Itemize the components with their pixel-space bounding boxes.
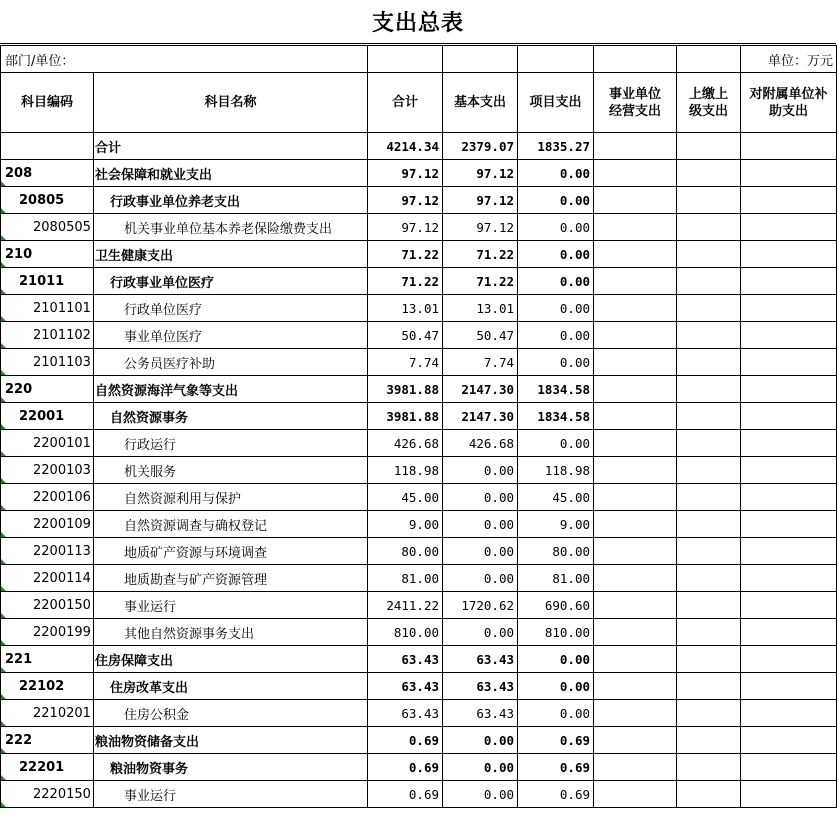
row-project: 0.69 bbox=[518, 727, 594, 754]
row-upper bbox=[677, 295, 741, 322]
header-upper: 上缴上级支出 bbox=[677, 73, 741, 133]
table-row bbox=[1, 430, 837, 457]
row-project: 1834.58 bbox=[518, 376, 594, 403]
row-subsidy bbox=[741, 349, 837, 376]
row-total: 9.00 bbox=[368, 511, 443, 538]
row-code: 2200101 bbox=[1, 430, 94, 457]
row-name: 地质勘查与矿产资源管理 bbox=[94, 565, 368, 592]
row-basic: 0.00 bbox=[443, 619, 518, 646]
row-name: 自然资源调查与确权登记 bbox=[94, 511, 368, 538]
row-total: 45.00 bbox=[368, 484, 443, 511]
row-total: 3981.88 bbox=[368, 403, 443, 430]
row-basic: 0.00 bbox=[443, 484, 518, 511]
row-upper bbox=[677, 484, 741, 511]
row-upper bbox=[677, 619, 741, 646]
table-row bbox=[1, 781, 837, 808]
row-name: 住房改革支出 bbox=[94, 673, 368, 700]
row-code: 208 bbox=[1, 160, 94, 187]
row-code: 2101102 bbox=[1, 322, 94, 349]
table-row bbox=[1, 754, 837, 781]
row-subsidy bbox=[741, 484, 837, 511]
row-total: 50.47 bbox=[368, 322, 443, 349]
row-name: 行政事业单位医疗 bbox=[94, 268, 368, 295]
row-basic: 0.00 bbox=[443, 727, 518, 754]
row-code: 2200199 bbox=[1, 619, 94, 646]
row-business bbox=[594, 646, 677, 673]
row-basic: 2147.30 bbox=[443, 376, 518, 403]
row-name: 自然资源事务 bbox=[94, 403, 368, 430]
row-basic: 0.00 bbox=[443, 538, 518, 565]
row-project: 118.98 bbox=[518, 457, 594, 484]
row-upper bbox=[677, 133, 741, 160]
row-name: 卫生健康支出 bbox=[94, 241, 368, 268]
table-row bbox=[1, 376, 837, 403]
row-subsidy bbox=[741, 619, 837, 646]
row-business bbox=[594, 592, 677, 619]
row-basic: 1720.62 bbox=[443, 592, 518, 619]
row-name: 机关事业单位基本养老保险缴费支出 bbox=[94, 214, 368, 241]
row-upper bbox=[677, 214, 741, 241]
row-name: 粮油物资事务 bbox=[94, 754, 368, 781]
row-upper bbox=[677, 754, 741, 781]
table-row bbox=[1, 268, 837, 295]
row-business bbox=[594, 538, 677, 565]
row-project: 0.00 bbox=[518, 241, 594, 268]
row-upper bbox=[677, 457, 741, 484]
table-row bbox=[1, 538, 837, 565]
table-row bbox=[1, 673, 837, 700]
row-basic: 2147.30 bbox=[443, 403, 518, 430]
row-upper bbox=[677, 268, 741, 295]
row-project: 0.69 bbox=[518, 754, 594, 781]
row-name: 社会保障和就业支出 bbox=[94, 160, 368, 187]
row-basic: 0.00 bbox=[443, 457, 518, 484]
row-subsidy bbox=[741, 457, 837, 484]
row-project: 0.00 bbox=[518, 268, 594, 295]
row-code: 2200113 bbox=[1, 538, 94, 565]
table-row bbox=[1, 457, 837, 484]
unit-label: 单位：万元 bbox=[741, 46, 837, 73]
row-name: 事业运行 bbox=[94, 592, 368, 619]
row-code: 22201 bbox=[1, 754, 94, 781]
row-name: 行政运行 bbox=[94, 430, 368, 457]
row-upper bbox=[677, 187, 741, 214]
row-upper bbox=[677, 160, 741, 187]
row-total: 0.69 bbox=[368, 754, 443, 781]
row-upper bbox=[677, 646, 741, 673]
row-upper bbox=[677, 322, 741, 349]
row-code: 210 bbox=[1, 241, 94, 268]
row-upper bbox=[677, 727, 741, 754]
row-subsidy bbox=[741, 160, 837, 187]
row-code: 2200109 bbox=[1, 511, 94, 538]
row-project: 0.00 bbox=[518, 295, 594, 322]
table-row bbox=[1, 511, 837, 538]
row-basic: 2379.07 bbox=[443, 133, 518, 160]
row-subsidy bbox=[741, 700, 837, 727]
row-basic: 71.22 bbox=[443, 268, 518, 295]
row-name: 住房公积金 bbox=[94, 700, 368, 727]
row-basic: 13.01 bbox=[443, 295, 518, 322]
table-row bbox=[1, 484, 837, 511]
row-project: 0.00 bbox=[518, 430, 594, 457]
row-code: 221 bbox=[1, 646, 94, 673]
table-row bbox=[1, 160, 837, 187]
row-project: 0.00 bbox=[518, 673, 594, 700]
row-subsidy bbox=[741, 322, 837, 349]
row-upper bbox=[677, 538, 741, 565]
row-name: 住房保障支出 bbox=[94, 646, 368, 673]
row-business bbox=[594, 241, 677, 268]
row-total: 71.22 bbox=[368, 241, 443, 268]
row-total: 426.68 bbox=[368, 430, 443, 457]
row-code: 222 bbox=[1, 727, 94, 754]
row-subsidy bbox=[741, 241, 837, 268]
row-business bbox=[594, 565, 677, 592]
header-code: 科目编码 bbox=[1, 73, 94, 133]
row-subsidy bbox=[741, 646, 837, 673]
row-project: 1835.27 bbox=[518, 133, 594, 160]
table-row bbox=[1, 727, 837, 754]
row-total: 80.00 bbox=[368, 538, 443, 565]
row-upper bbox=[677, 430, 741, 457]
row-code: 2200106 bbox=[1, 484, 94, 511]
row-basic: 0.00 bbox=[443, 781, 518, 808]
row-project: 80.00 bbox=[518, 538, 594, 565]
table-row bbox=[1, 349, 837, 376]
row-upper bbox=[677, 241, 741, 268]
table-row bbox=[1, 700, 837, 727]
row-project: 0.00 bbox=[518, 700, 594, 727]
expenditure-table bbox=[0, 45, 837, 808]
row-upper bbox=[677, 700, 741, 727]
row-subsidy bbox=[741, 295, 837, 322]
page-title: 支出总表 bbox=[0, 0, 836, 44]
row-basic: 7.74 bbox=[443, 349, 518, 376]
row-business bbox=[594, 214, 677, 241]
row-name: 事业运行 bbox=[94, 781, 368, 808]
row-project: 81.00 bbox=[518, 565, 594, 592]
row-project: 810.00 bbox=[518, 619, 594, 646]
dept-label: 部门/单位： bbox=[1, 46, 368, 73]
row-basic: 97.12 bbox=[443, 160, 518, 187]
row-name: 公务员医疗补助 bbox=[94, 349, 368, 376]
row-project: 0.00 bbox=[518, 214, 594, 241]
row-upper bbox=[677, 673, 741, 700]
row-business bbox=[594, 376, 677, 403]
header-business: 事业单位经营支出 bbox=[594, 73, 677, 133]
row-subsidy bbox=[741, 754, 837, 781]
row-project: 45.00 bbox=[518, 484, 594, 511]
row-business bbox=[594, 484, 677, 511]
row-upper bbox=[677, 403, 741, 430]
row-name: 自然资源利用与保护 bbox=[94, 484, 368, 511]
row-total: 63.43 bbox=[368, 700, 443, 727]
row-basic: 63.43 bbox=[443, 646, 518, 673]
row-code: 2200114 bbox=[1, 565, 94, 592]
row-upper bbox=[677, 592, 741, 619]
row-business bbox=[594, 619, 677, 646]
row-upper bbox=[677, 511, 741, 538]
row-code: 22001 bbox=[1, 403, 94, 430]
header-row bbox=[1, 73, 837, 133]
table-row bbox=[1, 214, 837, 241]
row-total: 810.00 bbox=[368, 619, 443, 646]
row-project: 690.60 bbox=[518, 592, 594, 619]
header-project: 项目支出 bbox=[518, 73, 594, 133]
row-business bbox=[594, 160, 677, 187]
row-business bbox=[594, 403, 677, 430]
table-row bbox=[1, 133, 837, 160]
row-subsidy bbox=[741, 430, 837, 457]
table-row bbox=[1, 646, 837, 673]
row-subsidy bbox=[741, 268, 837, 295]
row-business bbox=[594, 754, 677, 781]
row-subsidy bbox=[741, 511, 837, 538]
row-subsidy bbox=[741, 727, 837, 754]
header-subsidy: 对附属单位补助支出 bbox=[741, 73, 837, 133]
row-code: 220 bbox=[1, 376, 94, 403]
row-code bbox=[1, 133, 94, 160]
row-total: 97.12 bbox=[368, 214, 443, 241]
unit-row bbox=[1, 46, 837, 73]
row-business bbox=[594, 295, 677, 322]
row-basic: 0.00 bbox=[443, 565, 518, 592]
row-name: 机关服务 bbox=[94, 457, 368, 484]
row-basic: 71.22 bbox=[443, 241, 518, 268]
row-project: 0.00 bbox=[518, 646, 594, 673]
row-subsidy bbox=[741, 133, 837, 160]
row-basic: 97.12 bbox=[443, 187, 518, 214]
row-project: 0.69 bbox=[518, 781, 594, 808]
row-project: 1834.58 bbox=[518, 403, 594, 430]
table-row bbox=[1, 403, 837, 430]
header-total: 合计 bbox=[368, 73, 443, 133]
row-code: 2080505 bbox=[1, 214, 94, 241]
row-upper bbox=[677, 349, 741, 376]
row-business bbox=[594, 133, 677, 160]
row-subsidy bbox=[741, 673, 837, 700]
row-code: 2101103 bbox=[1, 349, 94, 376]
row-total: 63.43 bbox=[368, 673, 443, 700]
row-basic: 97.12 bbox=[443, 214, 518, 241]
row-code: 2210201 bbox=[1, 700, 94, 727]
row-subsidy bbox=[741, 187, 837, 214]
table-row bbox=[1, 187, 837, 214]
row-business bbox=[594, 511, 677, 538]
row-basic: 0.00 bbox=[443, 754, 518, 781]
row-subsidy bbox=[741, 538, 837, 565]
row-business bbox=[594, 457, 677, 484]
table-row bbox=[1, 241, 837, 268]
row-name: 行政事业单位养老支出 bbox=[94, 187, 368, 214]
row-name: 其他自然资源事务支出 bbox=[94, 619, 368, 646]
table-row bbox=[1, 592, 837, 619]
row-business bbox=[594, 187, 677, 214]
row-total: 0.69 bbox=[368, 727, 443, 754]
row-total: 63.43 bbox=[368, 646, 443, 673]
row-business bbox=[594, 430, 677, 457]
row-total: 4214.34 bbox=[368, 133, 443, 160]
row-subsidy bbox=[741, 565, 837, 592]
row-basic: 0.00 bbox=[443, 511, 518, 538]
row-upper bbox=[677, 781, 741, 808]
row-code: 2101101 bbox=[1, 295, 94, 322]
table-row bbox=[1, 619, 837, 646]
row-basic: 50.47 bbox=[443, 322, 518, 349]
row-name: 地质矿产资源与环境调查 bbox=[94, 538, 368, 565]
row-total: 13.01 bbox=[368, 295, 443, 322]
row-code: 2200150 bbox=[1, 592, 94, 619]
row-total: 97.12 bbox=[368, 160, 443, 187]
row-code: 21011 bbox=[1, 268, 94, 295]
row-project: 0.00 bbox=[518, 349, 594, 376]
row-basic: 63.43 bbox=[443, 700, 518, 727]
row-total: 7.74 bbox=[368, 349, 443, 376]
row-total: 0.69 bbox=[368, 781, 443, 808]
row-total: 2411.22 bbox=[368, 592, 443, 619]
row-name: 自然资源海洋气象等支出 bbox=[94, 376, 368, 403]
row-subsidy bbox=[741, 592, 837, 619]
row-name: 合计 bbox=[94, 133, 368, 160]
row-total: 97.12 bbox=[368, 187, 443, 214]
table-row bbox=[1, 322, 837, 349]
row-business bbox=[594, 349, 677, 376]
row-project: 0.00 bbox=[518, 160, 594, 187]
row-code: 22102 bbox=[1, 673, 94, 700]
row-upper bbox=[677, 565, 741, 592]
table-row bbox=[1, 295, 837, 322]
row-basic: 63.43 bbox=[443, 673, 518, 700]
row-business bbox=[594, 727, 677, 754]
row-business bbox=[594, 268, 677, 295]
row-subsidy bbox=[741, 781, 837, 808]
row-code: 2220150 bbox=[1, 781, 94, 808]
row-project: 0.00 bbox=[518, 187, 594, 214]
row-subsidy bbox=[741, 403, 837, 430]
row-business bbox=[594, 781, 677, 808]
row-total: 118.98 bbox=[368, 457, 443, 484]
row-business bbox=[594, 673, 677, 700]
table-row bbox=[1, 565, 837, 592]
row-name: 粮油物资储备支出 bbox=[94, 727, 368, 754]
header-basic: 基本支出 bbox=[443, 73, 518, 133]
row-project: 9.00 bbox=[518, 511, 594, 538]
row-name: 事业单位医疗 bbox=[94, 322, 368, 349]
row-project: 0.00 bbox=[518, 322, 594, 349]
row-business bbox=[594, 322, 677, 349]
header-name: 科目名称 bbox=[94, 73, 368, 133]
row-total: 3981.88 bbox=[368, 376, 443, 403]
row-total: 71.22 bbox=[368, 268, 443, 295]
row-subsidy bbox=[741, 376, 837, 403]
row-basic: 426.68 bbox=[443, 430, 518, 457]
row-code: 20805 bbox=[1, 187, 94, 214]
row-business bbox=[594, 700, 677, 727]
row-code: 2200103 bbox=[1, 457, 94, 484]
row-upper bbox=[677, 376, 741, 403]
row-subsidy bbox=[741, 214, 837, 241]
row-total: 81.00 bbox=[368, 565, 443, 592]
row-name: 行政单位医疗 bbox=[94, 295, 368, 322]
